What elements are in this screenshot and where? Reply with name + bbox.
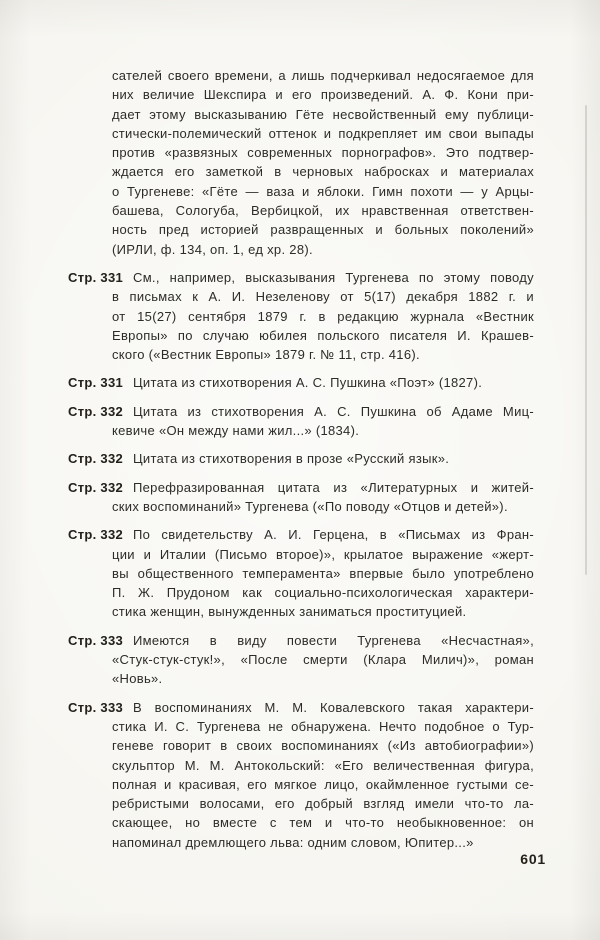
note-entry [112,66,534,259]
note-entry [68,525,534,621]
text-line: В воспоминаниях М. М. Ковалевского такая характери- [133,699,534,715]
notes-list [68,66,534,861]
page-ref-label: Стр. 331 [68,269,124,285]
text-line: См., например, высказывания Тургенева по этому поводу [133,269,534,285]
note-entry [68,449,534,468]
text-line: Европы» по случаю юбилея польского писателя И. Крашев- [112,327,534,343]
text-line: ность пред историей развращенных и больных поколений» [112,222,534,238]
page-ref-label: Стр. 332 [68,527,124,543]
text-line: напоминал дремлющего льва: одним словом, Юпитер...» [112,834,474,850]
text-line: ских воспоминаний» Тургенева («По поводу «Отцов и детей»). [112,498,508,514]
text-line: стика И. С. Тургенева не обнаружена. Нечто подобное о Тур- [112,718,534,734]
note-entry [68,373,534,392]
note-entry [68,268,534,364]
text-line: вы общественного темперамента» впервые было употреблено [112,565,534,581]
scan-artifact-line [585,105,587,575]
text-line: Цитата из стихотворения А. С. Пушкина об Адаме Миц- [133,403,534,419]
page-ref-label: Стр. 333 [68,699,124,715]
text-line: стически-полемический оттенок и подкрепляет им свои выпады [112,125,534,141]
note-entry [68,631,534,689]
text-line: Имеются в виду повести Тургенева «Несчастная», [133,632,534,648]
text-line: Перефразированная цитата из «Литературных и житей- [133,479,534,495]
text-line: (ИРЛИ, ф. 134, оп. 1, ед хр. 28). [112,241,313,257]
text-line: геневе говорит в своих воспоминаниях («Из автобиографии») [112,738,534,754]
text-line: башева, Сологуба, Вербицкой, их нравственная ответствен- [112,203,534,219]
text-line: Цитата из стихотворения А. С. Пушкина «Поэт» (1827). [133,375,483,391]
text-line: скульптор М. М. Антокольский: «Его величественная фигура, [112,757,534,773]
text-line: полная и красивая, его мягкое лицо, окаймленное густыми се- [112,776,534,792]
text-line: стика женщин, вынужденных заниматься проституцией. [112,604,467,620]
text-line: дает этому высказыванию Гёте несвойственный ему публици- [112,106,534,122]
text-line: «Стук-стук-стук!», «После смерти (Клара Милич)», роман [112,652,534,668]
page-ref-label: Стр. 333 [68,632,124,648]
note-entry [68,402,534,441]
text-line: Цитата из стихотворения в прозе «Русский язык». [133,451,450,467]
note-entry [68,478,534,517]
text-line: от 15(27) сентября 1879 г. в редакцию журнала «Вестник [112,308,534,324]
text-line: ребристыми волосами, его добрый взгляд имели что-то ла- [112,796,534,812]
page-ref-label: Стр. 332 [68,451,124,467]
page-ref-label: Стр. 332 [68,403,124,419]
page-number: 601 [520,851,546,867]
text-line: ции и Италии (Письмо второе)», крылатое выражение «жерт- [112,546,534,562]
text-line: о Тургеневе: «Гёте — ваза и яблоки. Гимн похоти — у Арцы- [112,183,534,199]
text-line: ского («Вестник Европы» 1879 г. № 11, стр. 416). [112,347,420,363]
text-line: П. Ж. Прудоном как социально-психологическая характери- [112,585,534,601]
text-line: «Новь». [112,671,163,687]
text-line: них величие Шекспира и его произведений. А. Ф. Кони при- [112,87,534,103]
text-line: По свидетельству А. И. Герцена, в «Письмах из Фран- [133,527,534,543]
text-line: сателей своего времени, а лишь подчеркивал недосягаемое для [112,68,534,83]
text-line: в письмах к А. И. Незеленову от 5(17) декабря 1882 г. и [112,289,534,305]
text-line: против «развязных современных порнографов». Это подтвер- [112,145,534,161]
text-line: кевиче «Он между нами жил...» (1834). [112,423,360,439]
text-line: скающее, но вместе с тем и что-то необыкновенное: он [112,815,534,831]
page-ref-label: Стр. 331 [68,375,124,391]
page-ref-label: Стр. 332 [68,479,124,495]
note-entry [68,698,534,852]
text-line: ждается его заметкой в черновых набросках и материалах [112,164,534,180]
